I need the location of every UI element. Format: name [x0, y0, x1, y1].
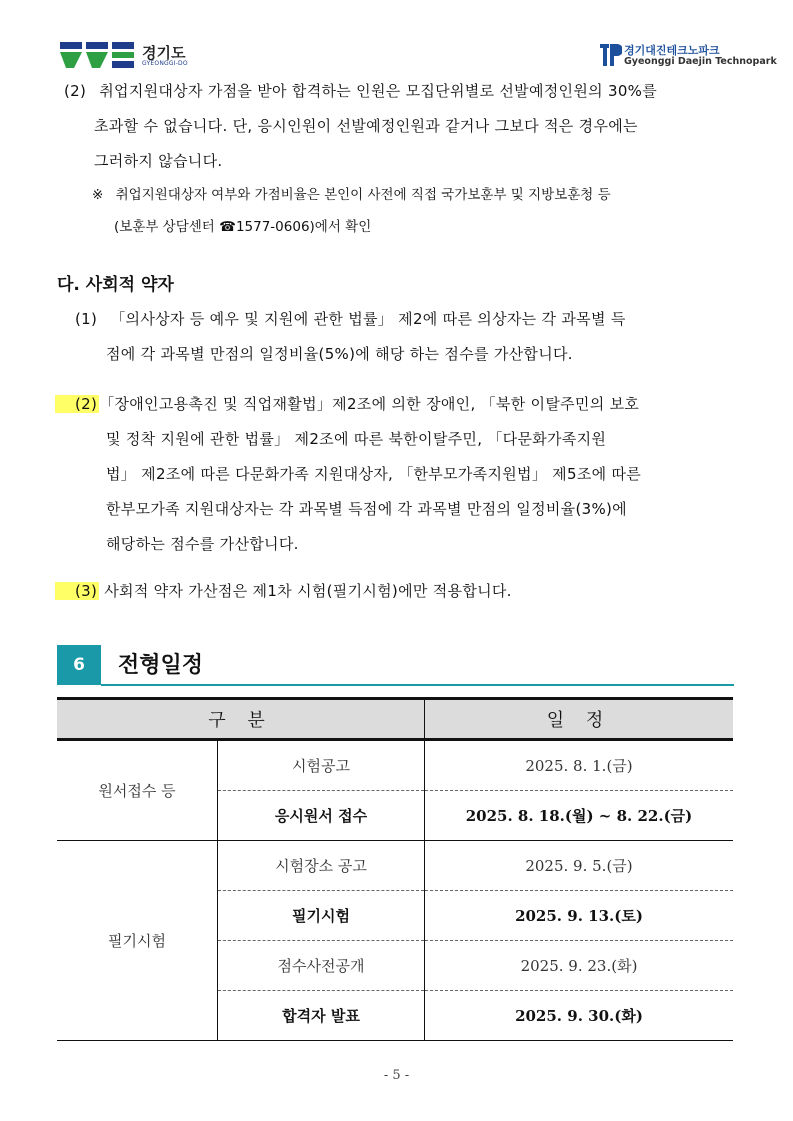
da-item3-marker: (3): [55, 582, 99, 600]
schedule-date: 2025. 9. 23.(화): [425, 941, 734, 991]
da-item2-text1: 「장애인고용촉진 및 직업재활법」제2조에 의한 장애인, 「북한 이탈주민의 보호: [99, 395, 640, 413]
para2-note-line1: [92, 179, 611, 211]
section-da-title: 다. 사회적 약자: [57, 275, 174, 295]
para2-text1: 취업지원대상자 가점을 받아 합격하는 인원은 모집단위별로 선발예정인원의 30%를: [99, 82, 658, 100]
para2-line3: 그러하지 않습니다.: [94, 152, 223, 170]
schedule-date: 2025. 9. 5.(금): [425, 841, 734, 891]
schedule-item: 시험공고: [218, 740, 425, 791]
schedule-item: 시험장소 공고: [218, 841, 425, 891]
schedule-item: 필기시험: [218, 891, 425, 941]
note-marker: ※: [92, 187, 104, 203]
section6-underline: [101, 684, 734, 686]
page-number: - 5 -: [383, 1068, 410, 1083]
table-row: [57, 841, 733, 891]
group-name: 필기시험: [57, 841, 218, 1041]
schedule-item: 점수사전공개: [218, 941, 425, 991]
da-item1-line2: 점에 각 과목별 만점의 일정비율(5%)에 해당 하는 점수를 가산합니다.: [106, 345, 573, 363]
schedule-date: 2025. 8. 18.(월) ~ 8. 22.(금): [425, 791, 734, 841]
da-item2-line4: 한부모가족 지원대상자는 각 과목별 득점에 각 과목별 만점의 일정비율(3%)에: [106, 500, 627, 518]
schedule-table: [57, 697, 733, 1041]
gyeonggi-logo-mark-icon: [60, 42, 136, 68]
schedule-header-category: 구 분: [57, 699, 425, 740]
gyeonggi-logo-sub: GYEONGGI-DO: [142, 60, 188, 67]
section6-number-box: [57, 645, 101, 685]
da-item1-line1: [75, 302, 626, 336]
table-row: [57, 740, 733, 791]
section6-number: 6: [73, 655, 85, 675]
technopark-logo-mark-icon: [600, 42, 622, 68]
gyeonggi-logo: [60, 42, 200, 70]
para2-line1: [64, 74, 657, 108]
da-item2-marker: (2): [55, 395, 99, 413]
gyeonggi-logo-text: 경기도: [142, 44, 186, 62]
para2-marker: (2): [64, 82, 87, 100]
da-item1-marker: (1): [75, 310, 98, 328]
schedule-item: 응시원서 접수: [218, 791, 425, 841]
schedule-header-date: 일 정: [425, 699, 734, 740]
technopark-logo-sub: Gyeonggi Daejin Technopark: [624, 56, 777, 67]
da-item3-line1: [75, 574, 512, 608]
da-item2-line5: 해당하는 점수를 가산합니다.: [106, 535, 299, 553]
para2-line2: 초과할 수 없습니다. 단, 응시인원이 선발예정인원과 같거나 그보다 적은 경우에는: [94, 117, 638, 135]
group-name: 원서접수 등: [57, 740, 218, 841]
da-item1-text1: 「의사상자 등 예우 및 지원에 관한 법률」 제2에 따른 의상자는 각 과목별 득: [110, 310, 626, 328]
da-item3-text1: 사회적 약자 가산점은 제1차 시험(필기시험)에만 적용합니다.: [104, 582, 512, 600]
technopark-logo-text: 경기대진테크노파크: [624, 44, 720, 57]
technopark-logo: [600, 42, 777, 70]
schedule-date: 2025. 9. 13.(토): [425, 891, 734, 941]
da-item2-line3: 법」 제2조에 따른 다문화가족 지원대상자, 「한부모가족지원법」 제5조에 따른: [106, 465, 642, 483]
note-text1: 취업지원대상자 여부와 가점비율은 본인이 사전에 직접 국가보훈부 및 지방보훈청 등: [115, 187, 611, 203]
para2-note-line2: (보훈부 상담센터 ☎1577-0606)에서 확인: [114, 219, 372, 235]
section6-title: 전형일정: [118, 653, 204, 678]
schedule-date: 2025. 9. 30.(화): [425, 991, 734, 1041]
da-item2-line1: [75, 387, 639, 421]
schedule-date: 2025. 8. 1.(금): [425, 740, 734, 791]
schedule-item: 합격자 발표: [218, 991, 425, 1041]
da-item2-line2: 및 정착 지원에 관한 법률」 제2조에 따른 북한이탈주민, 「다문화가족지원: [106, 430, 607, 448]
